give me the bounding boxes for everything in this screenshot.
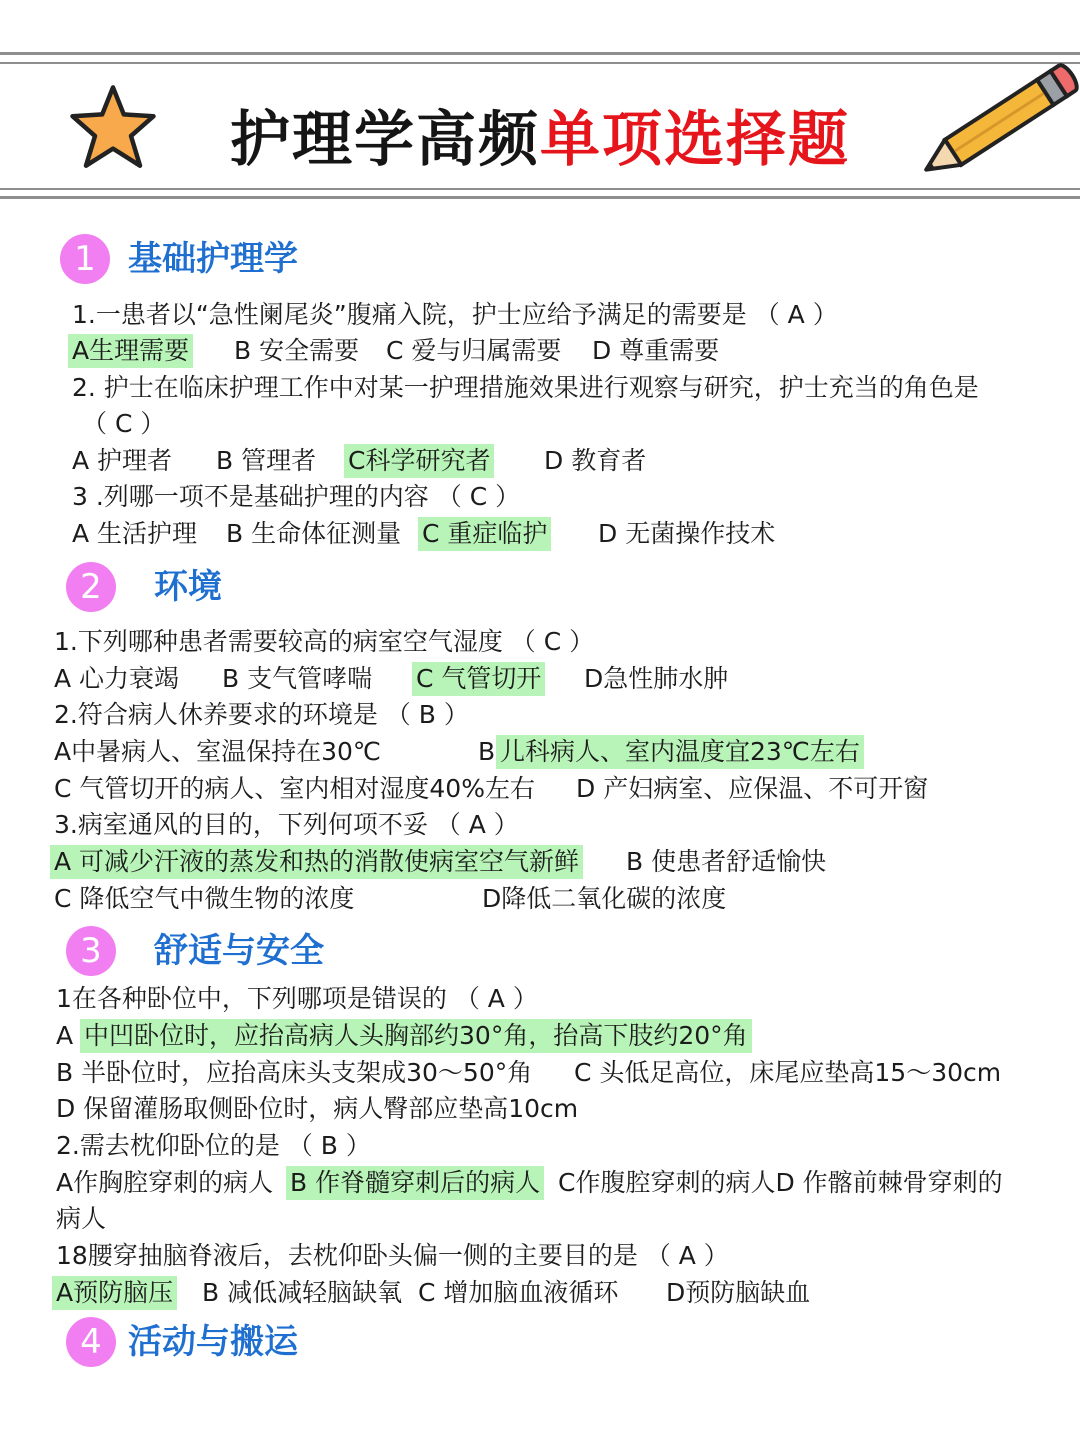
section-title: 环境	[154, 567, 222, 607]
section-3-header	[66, 924, 466, 980]
question-line: 3 .列哪一项不是基础护理的内容 （ C ）	[72, 482, 521, 511]
question-line: 1.一患者以“急性阑尾炎”腹痛入院，护士应给予满足的需要是 （ A ）	[72, 300, 838, 329]
question-line: 2.符合病人休养要求的环境是 （ B ）	[54, 700, 469, 729]
correct-answer: C 气管切开	[412, 662, 545, 696]
option: B 减低减轻脑缺氧	[202, 1278, 403, 1307]
option: A中暑病人、室温保持在30℃	[54, 737, 381, 766]
option: A作胸腔穿刺的病人	[56, 1168, 274, 1197]
correct-answer: C科学研究者	[344, 444, 494, 478]
options-line: 病人	[56, 1204, 107, 1233]
option: D 无菌操作技术	[598, 519, 776, 548]
option: C 降低空气中微生物的浓度	[54, 884, 355, 913]
options-line: D 保留灌肠取侧卧位时，病人臀部应垫高10cm	[56, 1094, 579, 1123]
correct-answer: 中凹卧位时，应抬高病人头胸部约30°角，抬高下肢约20°角	[80, 1019, 752, 1053]
option: B 生命体征测量	[226, 519, 402, 548]
question-line: 2.需去枕仰卧位的是 （ B ）	[56, 1131, 371, 1160]
section-1-header	[60, 232, 460, 288]
section-4-header	[66, 1315, 466, 1371]
option: C 爱与归属需要	[386, 336, 562, 365]
section-2-header	[66, 560, 466, 616]
option: D 尊重需要	[592, 336, 720, 365]
section-title: 活动与搬运	[128, 1322, 298, 1362]
option: C 增加脑血液循环	[418, 1278, 619, 1307]
header-rule-bottom	[0, 196, 1080, 199]
option: C 气管切开的病人、室内相对湿度40%左右	[54, 774, 535, 803]
pencil-icon	[905, 60, 1080, 190]
section-number-badge: 4	[66, 1317, 116, 1367]
option-letter: A	[56, 1021, 74, 1050]
option: D降低二氧化碳的浓度	[482, 884, 727, 913]
option: D 产妇病室、应保温、不可开窗	[576, 774, 929, 803]
option: D急性肺水肿	[584, 664, 729, 693]
option: B 支气管哮喘	[222, 664, 373, 693]
question-line: 1.下列哪种患者需要较高的病室空气湿度 （ C ）	[54, 627, 595, 656]
option: D 教育者	[544, 446, 647, 475]
section-number-badge: 3	[66, 926, 116, 976]
option-letter: B	[478, 737, 496, 766]
question-line: 3.病室通风的目的，下列何项不妥 （ A ）	[54, 810, 519, 839]
correct-answer: A预防脑压	[52, 1276, 177, 1310]
option: B 安全需要	[234, 336, 360, 365]
section-number-badge: 2	[66, 562, 116, 612]
correct-answer: A生理需要	[68, 334, 193, 368]
question-line: 18腰穿抽脑脊液后，去枕仰卧头偏一侧的主要目的是 （ A ）	[56, 1241, 729, 1270]
question-line: 1在各种卧位中，下列哪项是错误的 （ A ）	[56, 984, 538, 1013]
section-title: 舒适与安全	[154, 931, 324, 971]
section-title: 基础护理学	[128, 239, 298, 279]
option: B 使患者舒适愉快	[626, 847, 827, 876]
section-number-badge: 1	[60, 234, 110, 284]
option: D预防脑缺血	[666, 1278, 811, 1307]
option: A 护理者	[72, 446, 173, 475]
option: B 管理者	[216, 446, 317, 475]
option: C作腹腔穿刺的病人D 作髂前棘骨穿刺的	[558, 1168, 1003, 1197]
option: B 半卧位时，应抬高床头支架成30～50°角	[56, 1058, 533, 1087]
title-red-part: 单项选择题	[540, 105, 850, 175]
question-line: 2. 护士在临床护理工作中对某一护理措施效果进行观察与研究，护士充当的角色是	[72, 373, 979, 402]
correct-answer: A 可减少汗液的蒸发和热的消散使病室空气新鲜	[50, 845, 583, 879]
title-black-part: 护理学高频	[230, 105, 540, 175]
question-line: （ C ）	[82, 409, 166, 438]
correct-answer: C 重症临护	[418, 517, 551, 551]
option: A 生活护理	[72, 519, 198, 548]
correct-answer: 儿科病人、室内温度宜23℃左右	[496, 735, 864, 769]
correct-answer: B 作脊髓穿刺后的病人	[286, 1166, 544, 1200]
header-rule-top	[0, 52, 1080, 55]
option: A 心力衰竭	[54, 664, 180, 693]
option: C 头低足高位，床尾应垫高15～30cm	[574, 1058, 1002, 1087]
